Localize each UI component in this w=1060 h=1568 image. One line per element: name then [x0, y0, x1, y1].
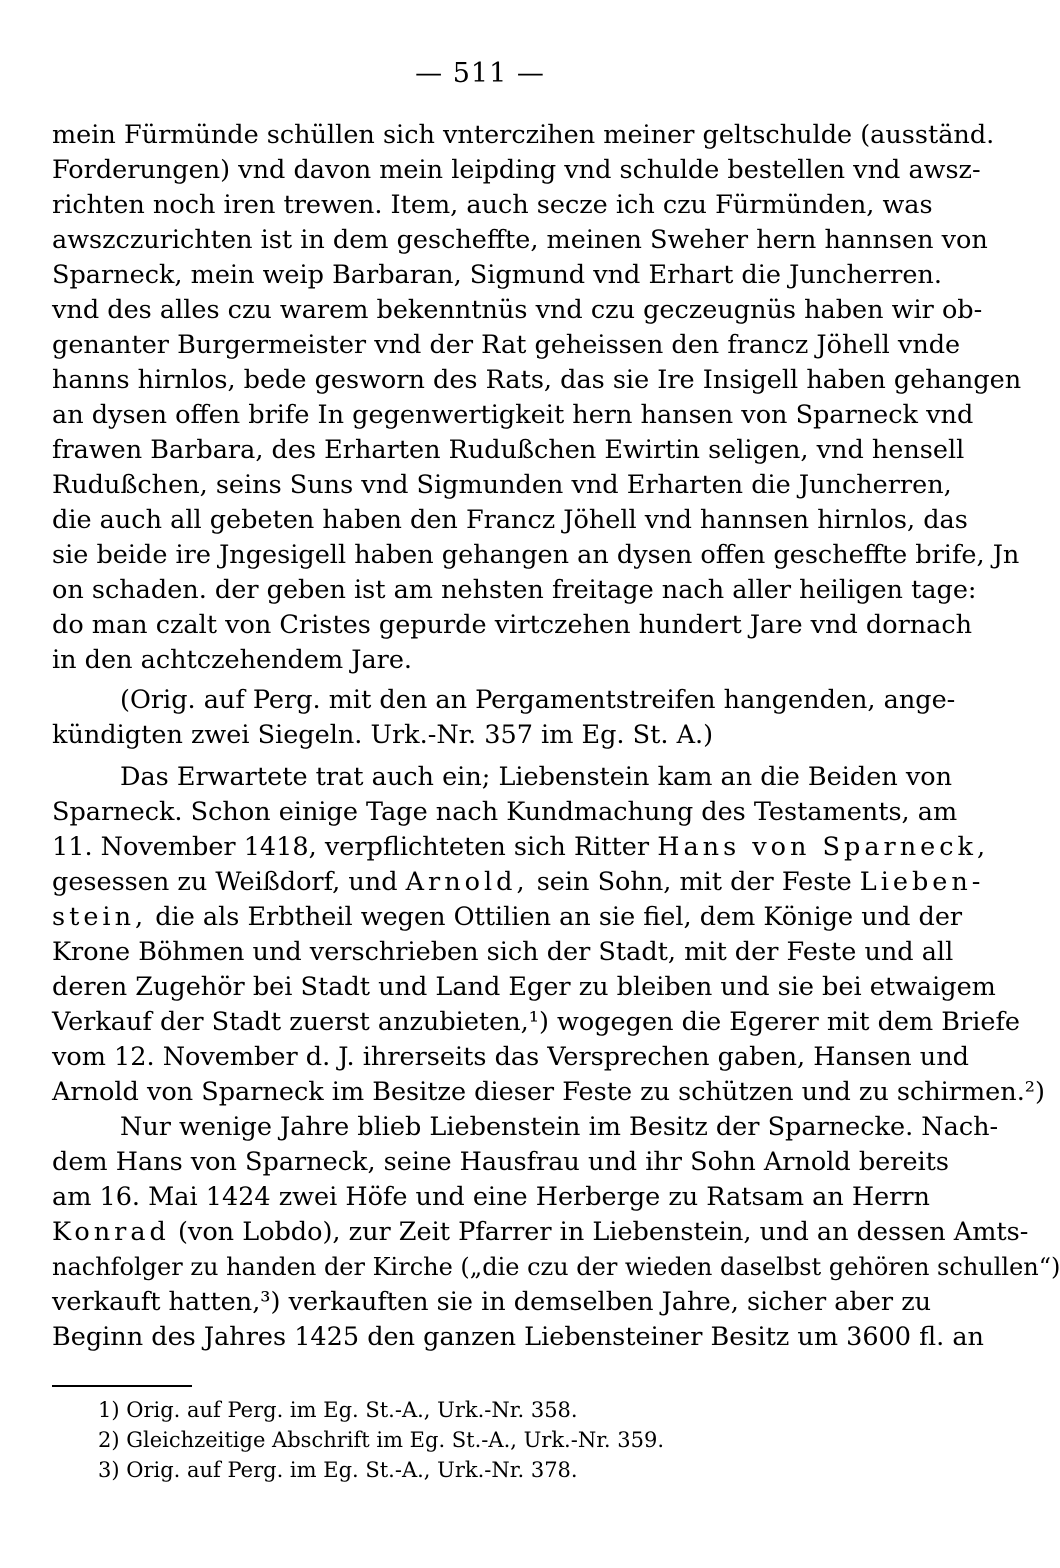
footnote-divider: [52, 1385, 192, 1387]
source-note-line: (Orig. auf Perg. mit den an Pergamentstreifen hangenden, ange-: [120, 685, 956, 715]
place-name: stein,: [52, 902, 148, 932]
quote-line: frawen Barbara, des Erharten Rudußchen Ewirtin seligen, vnd hensell: [52, 435, 965, 465]
body-line: [52, 902, 963, 933]
footnote: 3) Orig. auf Perg. im Eg. St.-A., Urk.-Nr. 378.: [98, 1458, 578, 1482]
body-text: gesessen zu Weißdorf, und: [52, 867, 406, 897]
body-line: Nur wenige Jahre blieb Liebenstein im Besitz der Sparnecke. Nach-: [120, 1112, 999, 1142]
body-text: 11. November 1418, verpflichteten sich Ritter: [52, 832, 658, 862]
body-line: Sparneck. Schon einige Tage nach Kundmachung des Testaments, am: [52, 797, 958, 827]
quote-line: on schaden. der geben ist am nehsten freitage nach aller heiligen tage:: [52, 575, 977, 605]
body-text: (von Lobdo), zur Zeit Pfarrer in Liebenstein, und an dessen Amts-: [169, 1217, 1029, 1247]
body-line: verkauft hatten,³) verkauften sie in demselben Jahre, sicher aber zu: [52, 1287, 932, 1317]
quote-line: richten noch iren trewen. Item, auch secze ich czu Fürmünden, was: [52, 190, 933, 220]
body-line: vom 12. November d. J. ihrerseits das Versprechen gaben, Hansen und: [52, 1042, 969, 1072]
body-line: Verkauf der Stadt zuerst anzubieten,¹) wogegen die Egerer mit dem Briefe: [52, 1007, 1020, 1037]
place-name: Lieben-: [859, 867, 985, 897]
quote-line: vnd des alles czu warem bekenntnüs vnd czu geczeugnüs haben wir ob-: [52, 295, 983, 325]
body-line: am 16. Mai 1424 zwei Höfe und eine Herberge zu Ratsam an Herrn: [52, 1182, 930, 1212]
body-line: Arnold von Sparneck im Besitze dieser Feste zu schützen und zu schirmen.²): [52, 1077, 1045, 1107]
quote-line: die auch all gebeten haben den Francz Jöhell vnd hannsen hirnlos, das: [52, 505, 968, 535]
body-line: nachfolger zu handen der Kirche („die czu der wieden daselbst gehören schullen“): [52, 1253, 1060, 1281]
body-line: deren Zugehör bei Stadt und Land Eger zu bleiben und sie bei etwaigem: [52, 972, 996, 1002]
quote-line: Rudußchen, seins Suns vnd Sigmunden vnd Erharten die Juncherren,: [52, 470, 952, 500]
person-name: Hans von Sparneck,: [657, 832, 990, 862]
quote-line: do man czalt von Cristes gepurde virtczehen hundert Jare vnd dornach: [52, 610, 973, 640]
body-line: Das Erwartete trat auch ein; Liebenstein kam an die Beiden von: [120, 762, 953, 792]
quote-line: Sparneck, mein weip Barbaran, Sigmund vnd Erhart die Juncherren.: [52, 260, 942, 290]
person-name: Konrad: [52, 1217, 170, 1247]
quote-line: in den achtczehendem Jare.: [52, 645, 413, 675]
footnote: 1) Orig. auf Perg. im Eg. St.-A., Urk.-Nr. 358.: [98, 1398, 578, 1422]
body-text: sein Sohn, mit der Feste: [528, 867, 860, 897]
body-line: Beginn des Jahres 1425 den ganzen Liebensteiner Besitz um 3600 fl. an: [52, 1322, 984, 1352]
quote-line: hanns hirnlos, bede geswor︎n des Rats, das sie Ire Insigell haben gehangen: [52, 365, 1022, 395]
quote-line: Forderungen) vnd davon mein leipding vnd schulde bestellen vnd awsz-: [52, 155, 981, 185]
person-name: Arnold,: [405, 867, 529, 897]
quote-line: awszczurichten ist in dem gescheffte, meinen Sweher hern hannsen von: [52, 225, 988, 255]
page-number: — 511 —: [415, 58, 545, 89]
footnote: 2) Gleichzeitige Abschrift im Eg. St.-A., Urk.-Nr. 359.: [98, 1428, 665, 1452]
quote-line: genanter Burgermeister vnd der Rat geheissen den francz Jöhell vnde: [52, 330, 961, 360]
body-line: [52, 1217, 1029, 1248]
source-note-line: kündigten zwei Siegeln. Urk.-Nr. 357 im Eg. St. A.): [52, 720, 714, 750]
body-line: [52, 832, 990, 863]
body-line: [52, 867, 985, 898]
quote-line: an dysen offen brife In gegenwertigkeit hern hansen von Sparneck vnd: [52, 400, 974, 430]
body-line: dem Hans von Sparneck, seine Hausfrau und ihr Sohn Arnold bereits: [52, 1147, 950, 1177]
quote-line: mein Fürmünde schüllen sich vnterczihen meiner geltschulde (ausständ.: [52, 120, 995, 150]
body-line: Krone Böhmen und verschrieben sich der Stadt, mit der Feste und all: [52, 937, 954, 967]
quote-line: sie beide ire Jngesigell haben gehangen an dysen offen gescheffte brife, Jn: [52, 540, 1020, 570]
body-text: die als Erbtheil wegen Ottilien an sie fiel, dem Könige und der: [147, 902, 963, 932]
